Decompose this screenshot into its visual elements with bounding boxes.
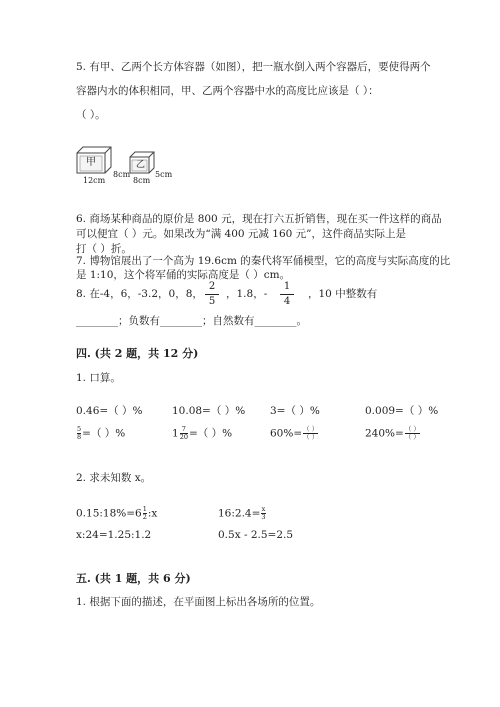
q8-suffix: ，10 中整数有 [308,288,378,300]
q7-line-1: 7. 博物馆展出了一个高为 19.6cm 的秦代将军俑模型，它的高度与实际高度的比 [76,255,451,267]
q5-line-3: （ ）。 [76,109,106,121]
q5-line-2: 容器内水的体积相同，甲、乙两个容器中水的高度比应该是（ ）： [76,85,379,97]
q8-fraction-1-4: 1 4 [280,281,294,308]
box-yi-height: 5cm [155,170,173,179]
equation-4: 0.5x - 2.5=2.5 [218,529,294,541]
box-yi-width: 8cm [133,176,151,185]
box-yi-label: 乙 [136,160,146,170]
q5-line-1: 5. 有甲、乙两个长方体容器（如图），把一瓶水倒入两个容器后，要使得两个 [76,61,431,73]
box-jia-height: 8cm [113,170,131,179]
calc-8: 240%=（ ） （ ） [365,425,420,441]
q8-line-2: ________；负数有________；自然数有________。 [76,315,307,327]
calc-4: 0.009=（ ）% [365,405,439,417]
q7-line-2: 是 1:10，这个将军俑的实际高度是（ ）cm。 [76,269,291,281]
q6-line-3: 打（ ）折。 [76,243,132,255]
q6-line-1: 6. 商场某种商品的原价是 800 元，现在打六五折销售，现在买一件这样的商品 [76,213,442,225]
calc-2: 10.08=（ ）% [172,405,246,417]
calc-5: $\frac{5}{8}=$（ ）% [77,425,126,441]
q8-fraction-2-5: 2 5 [205,281,219,308]
calc-7: 60%=（ ） （ ） [270,425,319,441]
sec4-q2: 2. 求未知数 x。 [76,472,152,484]
box-jia-label: 甲 [86,157,96,168]
calc-6: $1\frac{7}{20}=$（ ）% [172,425,233,441]
equation-2: $16:2.4=\frac{x}{3}$ [218,505,266,521]
calc-3: 3=（ ）% [270,405,320,417]
equation-3: x:24=1.25:1.2 [76,529,152,541]
calc-1: 0.46=（ ）% [76,405,143,417]
q8-prefix: 8. 在-4，6，-3.2，0，8， [76,288,203,300]
section-4-title: 四. (共 2 题，共 12 分) [76,347,199,360]
equation-1: $0.15:18\%=6\frac{1}{2}:x$ [76,505,158,521]
q8-middle: ，1.8，- [226,288,268,300]
q6-line-2: 可以便宜（ ）元。如果改为“满 400 元减 160 元”，这件商品实际上是 [76,228,407,240]
box-jia-width: 12cm [83,176,106,185]
sec4-q1: 1. 口算。 [76,372,121,384]
section-5-title: 五. (共 1 题，共 6 分) [76,572,191,585]
sec5-q1: 1. 根据下面的描述，在平面图上标出各场所的位置。 [76,596,321,608]
